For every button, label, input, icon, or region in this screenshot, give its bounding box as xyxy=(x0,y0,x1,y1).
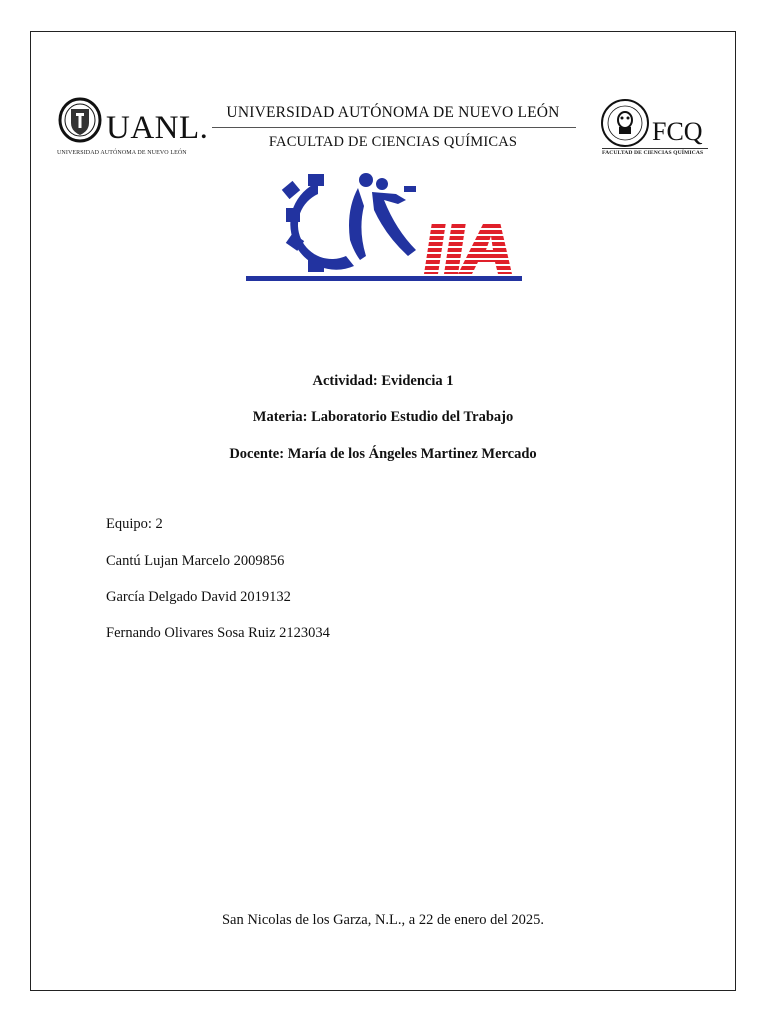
team-label: Equipo: 2 xyxy=(106,516,163,532)
team-member: García Delgado David 2019132 xyxy=(106,589,291,605)
iia-logo-icon xyxy=(246,170,522,282)
uanl-logo-caption: UNIVERSIDAD AUTÓNOMA DE NUEVO LEÓN xyxy=(57,150,187,156)
place-date: San Nicolas de los Garza, N.L., a 22 de enero del 2025. xyxy=(221,912,545,928)
fcq-logo-text: FCQ xyxy=(652,117,703,146)
fcq-logo-caption: FACULTAD DE CIENCIAS QUÍMICAS xyxy=(602,150,704,156)
university-name: UNIVERSIDAD AUTÓNOMA DE NUEVO LEÓN xyxy=(226,104,560,121)
fcq-seal-icon xyxy=(600,98,650,148)
faculty-name: FACULTAD DE CIENCIAS QUÍMICAS xyxy=(268,134,518,150)
header-divider xyxy=(212,127,576,128)
teacher-title: Docente: María de los Ángeles Martinez Mercado xyxy=(229,446,537,462)
activity-title: Actividad: Evidencia 1 xyxy=(312,373,454,389)
fcq-divider xyxy=(602,148,708,149)
uanl-logo-text: UANL. xyxy=(106,110,209,146)
team-member: Cantú Lujan Marcelo 2009856 xyxy=(106,553,285,569)
team-member: Fernando Olivares Sosa Ruiz 2123034 xyxy=(106,625,330,641)
subject-title: Materia: Laboratorio Estudio del Trabajo xyxy=(252,409,514,425)
uanl-seal-icon xyxy=(58,97,102,143)
